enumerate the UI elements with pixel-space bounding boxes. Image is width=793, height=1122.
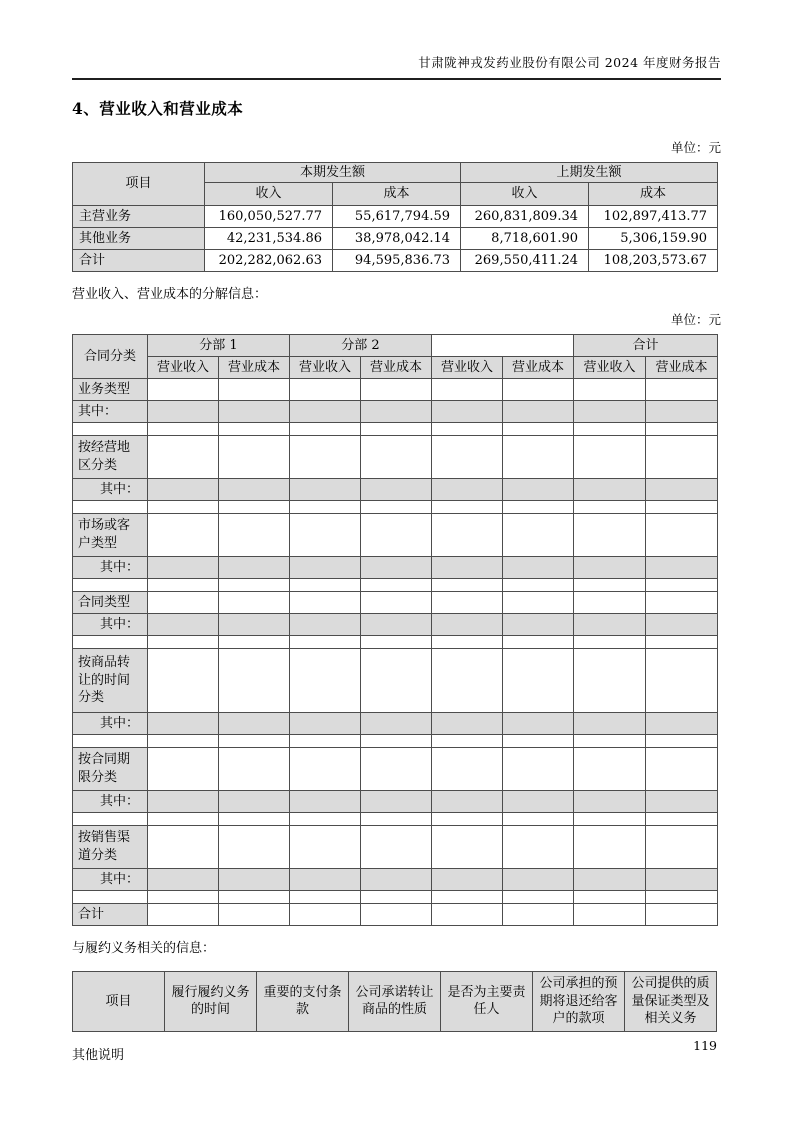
empty-cell [219,592,290,614]
col-cost-prior: 成本 [589,183,718,206]
empty-cell [148,713,219,735]
empty-cell [148,379,219,401]
empty-cell [219,479,290,501]
empty-cell [646,748,718,791]
empty-cell [148,813,219,826]
empty-cell [290,614,361,636]
empty-cell [219,713,290,735]
empty-cell [574,579,646,592]
breakdown-row [73,479,718,501]
row-label: 其中： [73,557,148,579]
empty-cell [361,436,432,479]
doc-header [72,0,721,80]
empty-cell [503,826,574,869]
empty-cell [503,713,574,735]
empty-cell [432,557,503,579]
breakdown-row [73,379,718,401]
empty-cell [503,904,574,926]
empty-cell [432,479,503,501]
empty-cell [574,479,646,501]
empty-cell [290,579,361,592]
empty-cell [646,479,718,501]
empty-cell [432,614,503,636]
empty-cell [148,479,219,501]
unit-label: 单位：元 [670,140,721,155]
empty-cell [219,557,290,579]
revenue-cost-table [72,162,718,272]
empty-cell [148,748,219,791]
empty-cell [646,436,718,479]
empty-cell [148,436,219,479]
empty-cell [432,748,503,791]
empty-cell [148,826,219,869]
amount-cell: 42,231,534.86 [205,228,333,250]
empty-cell [219,904,290,926]
row-label: 其中： [73,713,148,735]
col-cost-current: 成本 [333,183,461,206]
revenue-table-row [73,206,718,228]
empty-cell [290,904,361,926]
amount-cell: 102,897,413.77 [589,206,718,228]
empty-cell [646,904,718,926]
breakdown-row [73,649,718,713]
empty-cell [148,791,219,813]
breakdown-group-header [73,335,718,357]
row-label: 按经营地区分类 [73,436,148,479]
row-label [73,813,148,826]
empty-cell [432,713,503,735]
empty-cell [219,579,290,592]
doc-header-title: 甘肃陇神戎发药业股份有限公司 2024 年度财务报告 [418,55,721,70]
empty-cell [432,423,503,436]
empty-cell [574,791,646,813]
empty-cell [432,592,503,614]
empty-cell [148,579,219,592]
row-label: 主营业务 [73,206,205,228]
empty-cell [361,735,432,748]
breakdown-blank-row [73,891,718,904]
amount-cell: 38,978,042.14 [333,228,461,250]
empty-cell [503,436,574,479]
empty-cell [361,891,432,904]
other-note: 其他说明 [72,1047,125,1063]
empty-cell [574,891,646,904]
col-op-cost: 营业成本 [503,357,574,379]
col-contract-header: 合同分类 [73,335,148,379]
row-label: 其中： [73,479,148,501]
empty-cell [290,423,361,436]
breakdown-blank-row [73,423,718,436]
empty-cell [432,401,503,423]
empty-cell [361,514,432,557]
col-op-income: 营业收入 [148,357,219,379]
empty-cell [646,579,718,592]
empty-cell [432,501,503,514]
empty-cell [290,649,361,713]
empty-cell [503,592,574,614]
empty-cell [646,813,718,826]
amount-cell: 269,550,411.24 [461,250,589,272]
empty-cell [148,649,219,713]
obligation-col-header: 重要的支付条款 [257,972,349,1032]
empty-cell [503,479,574,501]
breakdown-blank-row [73,813,718,826]
empty-cell [361,557,432,579]
empty-cell [574,592,646,614]
obligation-col-header: 项目 [73,972,165,1032]
empty-cell [574,826,646,869]
empty-cell [219,423,290,436]
empty-cell [503,579,574,592]
empty-cell [646,636,718,649]
breakdown-row [73,713,718,735]
col-group-current: 本期发生额 [205,163,461,183]
col-group-total: 合计 [574,335,718,357]
breakdown-blank-row [73,636,718,649]
row-label [73,579,148,592]
empty-cell [361,592,432,614]
obligation-table [72,971,717,1032]
empty-cell [574,735,646,748]
empty-cell [574,423,646,436]
empty-cell [219,791,290,813]
amount-cell: 8,718,601.90 [461,228,589,250]
empty-cell [148,891,219,904]
empty-cell [646,614,718,636]
empty-cell [148,735,219,748]
empty-cell [148,869,219,891]
breakdown-row [73,514,718,557]
empty-cell [503,501,574,514]
empty-cell [503,379,574,401]
empty-cell [574,436,646,479]
empty-cell [148,557,219,579]
empty-cell [148,501,219,514]
empty-cell [361,579,432,592]
breakdown-row [73,557,718,579]
col-op-cost: 营业成本 [219,357,290,379]
empty-cell [432,379,503,401]
col-op-income: 营业收入 [290,357,361,379]
empty-cell [219,636,290,649]
empty-cell [574,869,646,891]
empty-cell [646,713,718,735]
breakdown-blank-row [73,579,718,592]
empty-cell [148,423,219,436]
empty-cell [574,379,646,401]
row-label: 市场或客户类型 [73,514,148,557]
empty-cell [646,869,718,891]
empty-cell [574,813,646,826]
row-label: 按合同期限分类 [73,748,148,791]
breakdown-row [73,791,718,813]
section-title: 4、营业收入和营业成本 [72,99,244,118]
empty-cell [432,813,503,826]
amount-cell: 108,203,573.67 [589,250,718,272]
empty-cell [290,636,361,649]
empty-cell [574,501,646,514]
empty-cell [432,649,503,713]
row-label [73,636,148,649]
unit-label-2: 单位：元 [670,312,721,327]
obligation-header-row [73,972,717,1032]
empty-cell [574,904,646,926]
empty-cell [574,649,646,713]
empty-cell [290,557,361,579]
empty-cell [148,904,219,926]
page-number: 119 [693,1038,717,1053]
row-label: 其中： [73,791,148,813]
empty-cell [574,401,646,423]
col-group-blank [432,335,574,357]
obligation-col-header: 公司提供的质量保证类型及相关义务 [625,972,717,1032]
empty-cell [219,649,290,713]
breakdown-table [72,334,718,926]
breakdown-blank-row [73,735,718,748]
empty-cell [503,869,574,891]
amount-cell: 94,595,836.73 [333,250,461,272]
amount-cell: 160,050,527.77 [205,206,333,228]
empty-cell [219,379,290,401]
empty-cell [646,826,718,869]
empty-cell [361,614,432,636]
row-label: 合计 [73,250,205,272]
empty-cell [290,869,361,891]
empty-cell [432,869,503,891]
empty-cell [219,735,290,748]
empty-cell [148,514,219,557]
revenue-table-row [73,228,718,250]
empty-cell [219,826,290,869]
empty-cell [219,514,290,557]
breakdown-blank-row [73,501,718,514]
breakdown-row [73,904,718,926]
empty-cell [148,401,219,423]
empty-cell [503,735,574,748]
row-label: 合同类型 [73,592,148,614]
breakdown-row [73,826,718,869]
empty-cell [361,748,432,791]
empty-cell [290,748,361,791]
page-content [72,0,721,1063]
empty-cell [503,813,574,826]
empty-cell [503,423,574,436]
empty-cell [361,649,432,713]
empty-cell [432,904,503,926]
row-label [73,501,148,514]
empty-cell [361,791,432,813]
empty-cell [503,514,574,557]
empty-cell [646,649,718,713]
empty-cell [361,713,432,735]
empty-cell [432,436,503,479]
empty-cell [574,713,646,735]
row-label: 其中： [73,614,148,636]
revenue-table-group-header [73,163,718,183]
empty-cell [361,401,432,423]
empty-cell [432,826,503,869]
breakdown-row [73,592,718,614]
empty-cell [361,636,432,649]
empty-cell [574,636,646,649]
breakdown-row [73,614,718,636]
amount-cell: 202,282,062.63 [205,250,333,272]
obligation-note: 与履约义务相关的信息： [72,941,216,956]
empty-cell [646,592,718,614]
empty-cell [646,735,718,748]
empty-cell [290,436,361,479]
empty-cell [361,379,432,401]
col-item-header: 项目 [73,163,205,206]
empty-cell [361,826,432,869]
empty-cell [290,891,361,904]
col-op-income: 营业收入 [432,357,503,379]
empty-cell [646,401,718,423]
empty-cell [646,379,718,401]
empty-cell [219,869,290,891]
col-income-current: 收入 [205,183,333,206]
row-label: 其中： [73,401,148,423]
obligation-col-header: 公司承担的预期将退还给客户的款项 [533,972,625,1032]
col-group-prior: 上期发生额 [461,163,718,183]
empty-cell [219,501,290,514]
empty-cell [148,592,219,614]
empty-cell [290,791,361,813]
row-label: 按销售渠道分类 [73,826,148,869]
row-label [73,891,148,904]
empty-cell [503,401,574,423]
empty-cell [503,614,574,636]
empty-cell [219,436,290,479]
empty-cell [646,557,718,579]
empty-cell [361,904,432,926]
empty-cell [503,791,574,813]
empty-cell [361,869,432,891]
empty-cell [290,514,361,557]
obligation-col-header: 公司承诺转让商品的性质 [349,972,441,1032]
empty-cell [574,614,646,636]
empty-cell [432,891,503,904]
empty-cell [574,557,646,579]
amount-cell: 55,617,794.59 [333,206,461,228]
empty-cell [574,748,646,791]
empty-cell [646,891,718,904]
empty-cell [290,501,361,514]
empty-cell [290,826,361,869]
empty-cell [503,649,574,713]
empty-cell [361,423,432,436]
empty-cell [432,636,503,649]
breakdown-row [73,869,718,891]
empty-cell [574,514,646,557]
row-label: 其他业务 [73,228,205,250]
empty-cell [432,735,503,748]
row-label: 按商品转让的时间分类 [73,649,148,713]
breakdown-sub-header [73,357,718,379]
empty-cell [503,636,574,649]
empty-cell [148,614,219,636]
col-group-segment2: 分部 2 [290,335,432,357]
empty-cell [219,748,290,791]
empty-cell [290,401,361,423]
empty-cell [503,891,574,904]
empty-cell [432,791,503,813]
revenue-table-row [73,250,718,272]
amount-cell: 260,831,809.34 [461,206,589,228]
empty-cell [503,557,574,579]
obligation-col-header: 履行履约义务的时间 [165,972,257,1032]
breakdown-note: 营业收入、营业成本的分解信息： [72,287,268,302]
row-label: 其中： [73,869,148,891]
col-group-segment1: 分部 1 [148,335,290,357]
row-label: 合计 [73,904,148,926]
row-label [73,423,148,436]
empty-cell [219,891,290,904]
breakdown-row [73,436,718,479]
amount-cell: 5,306,159.90 [589,228,718,250]
col-op-cost: 营业成本 [361,357,432,379]
empty-cell [219,813,290,826]
row-label: 业务类型 [73,379,148,401]
empty-cell [432,579,503,592]
empty-cell [219,401,290,423]
empty-cell [503,748,574,791]
empty-cell [290,813,361,826]
empty-cell [646,501,718,514]
col-op-cost: 营业成本 [646,357,718,379]
empty-cell [361,501,432,514]
col-income-prior: 收入 [461,183,589,206]
empty-cell [646,791,718,813]
empty-cell [219,614,290,636]
empty-cell [361,813,432,826]
empty-cell [290,479,361,501]
col-op-income: 营业收入 [574,357,646,379]
empty-cell [290,379,361,401]
empty-cell [361,479,432,501]
empty-cell [290,592,361,614]
obligation-col-header: 是否为主要责任人 [441,972,533,1032]
empty-cell [148,636,219,649]
row-label [73,735,148,748]
empty-cell [646,423,718,436]
empty-cell [290,735,361,748]
empty-cell [432,514,503,557]
breakdown-row [73,748,718,791]
empty-cell [290,713,361,735]
breakdown-row [73,401,718,423]
empty-cell [646,514,718,557]
